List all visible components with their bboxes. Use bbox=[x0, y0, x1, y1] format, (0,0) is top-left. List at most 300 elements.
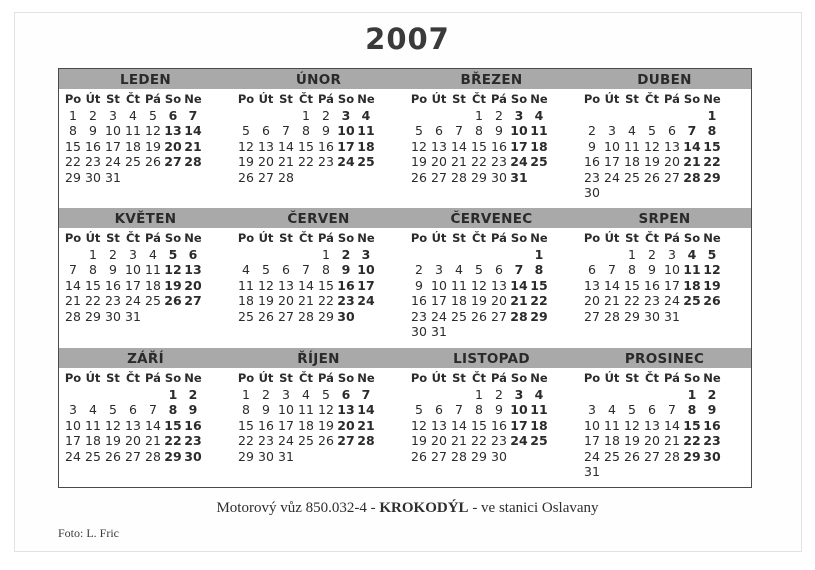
day-cell: 5 bbox=[415, 402, 423, 417]
weekday-header: Čt bbox=[645, 371, 659, 385]
day-cell: 12 bbox=[624, 417, 640, 433]
empty-cell bbox=[602, 387, 622, 403]
day-cell: 8 bbox=[534, 262, 544, 277]
month-days bbox=[236, 92, 405, 185]
day-cell: 7 bbox=[69, 262, 77, 277]
day-cell: 19 bbox=[644, 154, 660, 169]
weekday-header: St bbox=[106, 231, 120, 245]
day-cell: 28 bbox=[278, 169, 294, 185]
day-cell: 2 bbox=[707, 386, 717, 402]
day-cell: 26 bbox=[105, 448, 121, 464]
day-cell: 17 bbox=[105, 138, 121, 154]
day-cell: 24 bbox=[65, 448, 81, 464]
day-cell: 13 bbox=[184, 262, 202, 277]
day-cell: 5 bbox=[109, 402, 117, 417]
day-cell: 12 bbox=[411, 417, 427, 433]
day-cell: 8 bbox=[475, 402, 483, 417]
day-cell: 31 bbox=[510, 169, 528, 185]
day-cell: 15 bbox=[318, 277, 334, 293]
day-cell: 26 bbox=[644, 169, 660, 185]
day-cell: 3 bbox=[514, 386, 524, 402]
weekday-header: So bbox=[337, 371, 355, 385]
month-4 bbox=[578, 69, 751, 208]
day-cell: 11 bbox=[530, 402, 548, 417]
day-cell: 3 bbox=[109, 107, 117, 123]
empty-cell bbox=[276, 247, 296, 263]
day-cell: 14 bbox=[145, 417, 161, 433]
day-cell: 16 bbox=[491, 138, 507, 154]
weekday-header: So bbox=[337, 231, 355, 245]
day-cell: 29 bbox=[530, 308, 548, 324]
day-cell: 28 bbox=[184, 154, 202, 169]
weekday-header: Pá bbox=[664, 371, 680, 385]
day-cell: 30 bbox=[105, 308, 121, 324]
day-cell: 29 bbox=[65, 169, 81, 185]
day-cell: 20 bbox=[584, 293, 600, 308]
empty-cell bbox=[622, 387, 642, 403]
day-cell: 26 bbox=[238, 169, 254, 185]
day-cell: 29 bbox=[164, 448, 182, 464]
day-cell: 7 bbox=[361, 386, 371, 402]
day-cell: 13 bbox=[644, 417, 660, 433]
day-cell: 24 bbox=[664, 293, 680, 308]
day-cell: 6 bbox=[168, 107, 178, 123]
caption-prefix: Motorový vůz 850.032-4 - bbox=[216, 500, 380, 516]
day-cell: 28 bbox=[357, 433, 375, 448]
month-name: ŘÍJEN bbox=[232, 348, 405, 368]
day-cell: 4 bbox=[89, 402, 97, 417]
day-cell: 29 bbox=[318, 308, 334, 324]
day-cell: 31 bbox=[584, 464, 600, 479]
day-cell: 24 bbox=[125, 293, 141, 308]
empty-cell bbox=[143, 387, 163, 403]
day-cell: 23 bbox=[584, 169, 600, 185]
empty-cell bbox=[582, 387, 602, 403]
day-cell: 13 bbox=[431, 138, 447, 154]
day-cell: 16 bbox=[318, 138, 334, 154]
weekday-header: Pá bbox=[318, 371, 334, 385]
day-cell: 12 bbox=[318, 402, 334, 417]
day-cell: 26 bbox=[145, 154, 161, 169]
weekday-header: St bbox=[106, 371, 120, 385]
day-cell: 18 bbox=[530, 138, 548, 154]
day-cell: 5 bbox=[262, 262, 270, 277]
day-cell: 2 bbox=[648, 246, 656, 262]
empty-cell bbox=[409, 108, 429, 124]
day-cell: 28 bbox=[451, 169, 467, 185]
day-cell: 29 bbox=[471, 169, 487, 185]
day-cell: 9 bbox=[495, 123, 503, 138]
day-cell: 9 bbox=[495, 402, 503, 417]
day-cell: 6 bbox=[648, 402, 656, 417]
day-cell: 19 bbox=[318, 417, 334, 433]
empty-cell bbox=[429, 108, 449, 124]
day-cell: 12 bbox=[105, 417, 121, 433]
day-cell: 14 bbox=[65, 277, 81, 293]
day-cell: 17 bbox=[125, 277, 141, 293]
day-cell: 10 bbox=[105, 123, 121, 138]
day-cell: 29 bbox=[238, 448, 254, 464]
day-cell: 8 bbox=[322, 262, 330, 277]
day-cell: 6 bbox=[262, 123, 270, 138]
day-cell: 27 bbox=[258, 169, 274, 185]
weekday-header: Ne bbox=[530, 92, 548, 106]
day-cell: 22 bbox=[683, 433, 701, 448]
day-cell: 5 bbox=[149, 107, 157, 123]
day-cell: 6 bbox=[129, 402, 137, 417]
day-cell: 28 bbox=[145, 448, 161, 464]
day-cell: 19 bbox=[411, 154, 427, 169]
day-cell: 6 bbox=[588, 262, 596, 277]
day-cell: 1 bbox=[242, 386, 250, 402]
day-cell: 9 bbox=[707, 402, 717, 417]
day-cell: 24 bbox=[584, 448, 600, 464]
day-cell: 14 bbox=[510, 277, 528, 293]
day-cell: 10 bbox=[604, 138, 620, 154]
weekday-header: Út bbox=[431, 371, 447, 385]
day-cell: 27 bbox=[644, 448, 660, 464]
day-cell: 2 bbox=[588, 123, 596, 138]
day-cell: 17 bbox=[357, 277, 375, 293]
day-cell: 15 bbox=[65, 138, 81, 154]
day-cell: 7 bbox=[282, 123, 290, 138]
empty-cell bbox=[642, 108, 662, 124]
day-cell: 7 bbox=[149, 402, 157, 417]
day-cell: 2 bbox=[415, 262, 423, 277]
month-2 bbox=[232, 69, 405, 208]
day-cell: 23 bbox=[318, 154, 334, 169]
day-cell: 1 bbox=[69, 107, 77, 123]
month-name: ČERVENEC bbox=[405, 208, 578, 228]
day-cell: 6 bbox=[495, 262, 503, 277]
month-8 bbox=[578, 208, 751, 347]
day-cell: 15 bbox=[238, 417, 254, 433]
day-cell: 30 bbox=[491, 448, 507, 464]
day-cell: 13 bbox=[258, 138, 274, 154]
day-cell: 22 bbox=[471, 433, 487, 448]
weekday-header: St bbox=[106, 92, 120, 106]
day-cell: 11 bbox=[683, 262, 701, 277]
day-cell: 25 bbox=[145, 293, 161, 308]
day-cell: 5 bbox=[648, 123, 656, 138]
empty-cell bbox=[449, 387, 469, 403]
day-cell: 20 bbox=[644, 433, 660, 448]
day-cell: 4 bbox=[361, 107, 371, 123]
day-cell: 11 bbox=[624, 138, 640, 154]
day-cell: 4 bbox=[534, 107, 544, 123]
empty-cell bbox=[429, 387, 449, 403]
day-cell: 2 bbox=[322, 107, 330, 123]
day-cell: 30 bbox=[411, 324, 427, 339]
day-cell: 23 bbox=[491, 154, 507, 169]
day-cell: 4 bbox=[628, 123, 636, 138]
day-cell: 28 bbox=[604, 308, 620, 324]
day-cell: 13 bbox=[125, 417, 141, 433]
day-cell: 18 bbox=[530, 417, 548, 433]
day-cell: 19 bbox=[145, 138, 161, 154]
day-cell: 14 bbox=[357, 402, 375, 417]
day-cell: 20 bbox=[664, 154, 680, 169]
day-cell: 21 bbox=[451, 154, 467, 169]
empty-cell bbox=[469, 247, 489, 263]
day-cell: 25 bbox=[85, 448, 101, 464]
weekday-header: Út bbox=[604, 92, 620, 106]
day-cell: 13 bbox=[431, 417, 447, 433]
day-cell: 2 bbox=[188, 386, 198, 402]
weekday-header: Ne bbox=[703, 231, 721, 245]
empty-cell bbox=[236, 247, 256, 263]
day-cell: 26 bbox=[164, 293, 182, 308]
day-cell: 31 bbox=[125, 308, 141, 324]
day-cell: 30 bbox=[644, 308, 660, 324]
day-cell: 2 bbox=[341, 246, 351, 262]
weekday-header: Út bbox=[258, 371, 274, 385]
weekday-header: St bbox=[625, 92, 639, 106]
day-cell: 8 bbox=[687, 402, 697, 417]
weekday-header: So bbox=[337, 92, 355, 106]
day-cell: 9 bbox=[322, 123, 330, 138]
weekday-header: Út bbox=[431, 231, 447, 245]
day-cell: 6 bbox=[341, 386, 351, 402]
day-cell: 26 bbox=[624, 448, 640, 464]
weekday-header: Ne bbox=[703, 92, 721, 106]
caption-suffix: - ve stanici Oslavany bbox=[468, 500, 599, 516]
day-cell: 1 bbox=[302, 107, 310, 123]
day-cell: 18 bbox=[624, 154, 640, 169]
day-cell: 16 bbox=[85, 138, 101, 154]
day-cell: 17 bbox=[584, 433, 600, 448]
day-cell: 10 bbox=[664, 262, 680, 277]
day-cell: 10 bbox=[278, 402, 294, 417]
day-cell: 13 bbox=[584, 277, 600, 293]
day-cell: 15 bbox=[624, 277, 640, 293]
day-cell: 23 bbox=[644, 293, 660, 308]
day-cell: 16 bbox=[584, 154, 600, 169]
weekday-header: Čt bbox=[299, 231, 313, 245]
empty-cell bbox=[83, 387, 103, 403]
month-name: PROSINEC bbox=[578, 348, 751, 368]
day-cell: 29 bbox=[85, 308, 101, 324]
day-cell: 9 bbox=[188, 402, 198, 417]
day-cell: 18 bbox=[145, 277, 161, 293]
day-cell: 3 bbox=[514, 107, 524, 123]
day-cell: 2 bbox=[495, 107, 503, 123]
day-cell: 18 bbox=[683, 277, 701, 293]
day-cell: 4 bbox=[129, 107, 137, 123]
weekday-header: So bbox=[683, 92, 701, 106]
day-cell: 27 bbox=[491, 308, 507, 324]
day-cell: 19 bbox=[238, 154, 254, 169]
empty-cell bbox=[409, 387, 429, 403]
day-cell: 25 bbox=[683, 293, 701, 308]
day-cell: 9 bbox=[89, 123, 97, 138]
day-cell: 24 bbox=[510, 433, 528, 448]
weekday-header: Po bbox=[237, 92, 255, 106]
month-days bbox=[582, 371, 751, 480]
day-cell: 30 bbox=[258, 448, 274, 464]
month-days bbox=[409, 231, 578, 340]
weekday-header: So bbox=[510, 371, 528, 385]
day-cell: 1 bbox=[168, 386, 178, 402]
day-cell: 24 bbox=[105, 154, 121, 169]
day-cell: 22 bbox=[624, 293, 640, 308]
day-cell: 12 bbox=[145, 123, 161, 138]
day-cell: 4 bbox=[687, 246, 697, 262]
day-cell: 1 bbox=[534, 246, 544, 262]
day-cell: 27 bbox=[431, 448, 447, 464]
day-cell: 17 bbox=[431, 293, 447, 308]
weekday-header: Po bbox=[583, 231, 601, 245]
empty-cell bbox=[449, 108, 469, 124]
empty-cell bbox=[256, 108, 276, 124]
day-cell: 20 bbox=[125, 433, 141, 448]
day-cell: 22 bbox=[65, 154, 81, 169]
weekday-header: St bbox=[452, 92, 466, 106]
month-12 bbox=[578, 348, 751, 487]
day-cell: 11 bbox=[530, 123, 548, 138]
day-cell: 27 bbox=[337, 433, 355, 448]
day-cell: 14 bbox=[451, 138, 467, 154]
day-cell: 25 bbox=[624, 169, 640, 185]
day-cell: 15 bbox=[298, 138, 314, 154]
day-cell: 14 bbox=[451, 417, 467, 433]
day-cell: 29 bbox=[471, 448, 487, 464]
day-cell: 10 bbox=[510, 402, 528, 417]
day-cell: 12 bbox=[258, 277, 274, 293]
day-cell: 22 bbox=[471, 154, 487, 169]
month-name: SRPEN bbox=[578, 208, 751, 228]
day-cell: 19 bbox=[411, 433, 427, 448]
empty-cell bbox=[63, 387, 83, 403]
day-cell: 21 bbox=[664, 433, 680, 448]
day-cell: 27 bbox=[184, 293, 202, 308]
empty-cell bbox=[276, 108, 296, 124]
weekday-header: Pá bbox=[491, 371, 507, 385]
weekday-header: Po bbox=[237, 371, 255, 385]
day-cell: 25 bbox=[604, 448, 620, 464]
weekday-header: Pá bbox=[145, 231, 161, 245]
day-cell: 2 bbox=[495, 386, 503, 402]
day-cell: 4 bbox=[242, 262, 250, 277]
day-cell: 17 bbox=[604, 154, 620, 169]
day-cell: 14 bbox=[604, 277, 620, 293]
day-cell: 21 bbox=[510, 293, 528, 308]
weekday-header: Čt bbox=[645, 92, 659, 106]
day-cell: 5 bbox=[707, 246, 717, 262]
day-cell: 30 bbox=[584, 185, 600, 200]
day-cell: 26 bbox=[258, 308, 274, 324]
day-cell: 31 bbox=[105, 169, 121, 185]
day-cell: 19 bbox=[471, 293, 487, 308]
day-cell: 10 bbox=[431, 277, 447, 293]
day-cell: 10 bbox=[510, 123, 528, 138]
day-cell: 15 bbox=[85, 277, 101, 293]
day-cell: 9 bbox=[588, 138, 596, 154]
weekday-header: Čt bbox=[299, 371, 313, 385]
day-cell: 21 bbox=[145, 433, 161, 448]
day-cell: 5 bbox=[628, 402, 636, 417]
month-name: LISTOPAD bbox=[405, 348, 578, 368]
day-cell: 4 bbox=[149, 246, 157, 262]
day-cell: 31 bbox=[664, 308, 680, 324]
day-cell: 16 bbox=[105, 277, 121, 293]
day-cell: 23 bbox=[105, 293, 121, 308]
day-cell: 19 bbox=[703, 277, 721, 293]
empty-cell bbox=[509, 247, 529, 263]
day-cell: 8 bbox=[707, 123, 717, 138]
weekday-header: Út bbox=[85, 231, 101, 245]
month-name: ČERVEN bbox=[232, 208, 405, 228]
day-cell: 30 bbox=[337, 308, 355, 324]
weekday-header: Po bbox=[410, 92, 428, 106]
day-cell: 3 bbox=[69, 402, 77, 417]
day-cell: 10 bbox=[125, 262, 141, 277]
weekday-header: Pá bbox=[318, 231, 334, 245]
day-cell: 2 bbox=[109, 246, 117, 262]
day-cell: 26 bbox=[411, 448, 427, 464]
day-cell: 18 bbox=[357, 138, 375, 154]
weekday-header: Ne bbox=[357, 371, 375, 385]
day-cell: 20 bbox=[337, 417, 355, 433]
day-cell: 3 bbox=[608, 123, 616, 138]
day-cell: 18 bbox=[238, 293, 254, 308]
day-cell: 7 bbox=[302, 262, 310, 277]
day-cell: 28 bbox=[298, 308, 314, 324]
day-cell: 28 bbox=[451, 448, 467, 464]
day-cell: 21 bbox=[683, 154, 701, 169]
empty-cell bbox=[582, 247, 602, 263]
weekday-header: Čt bbox=[126, 92, 140, 106]
day-cell: 16 bbox=[644, 277, 660, 293]
weekday-header: St bbox=[452, 231, 466, 245]
day-cell: 11 bbox=[451, 277, 467, 293]
day-cell: 24 bbox=[510, 154, 528, 169]
calendar-year: 2007 bbox=[365, 22, 450, 56]
day-cell: 26 bbox=[703, 293, 721, 308]
day-cell: 25 bbox=[530, 154, 548, 169]
day-cell: 10 bbox=[65, 417, 81, 433]
day-cell: 31 bbox=[278, 448, 294, 464]
weekday-header: Út bbox=[431, 92, 447, 106]
month-6 bbox=[232, 208, 405, 347]
day-cell: 20 bbox=[431, 154, 447, 169]
empty-cell bbox=[602, 108, 622, 124]
day-cell: 22 bbox=[85, 293, 101, 308]
day-cell: 3 bbox=[435, 262, 443, 277]
month-days bbox=[236, 231, 405, 324]
calendar-grid bbox=[58, 68, 752, 488]
day-cell: 27 bbox=[584, 308, 600, 324]
day-cell: 25 bbox=[451, 308, 467, 324]
weekday-header: Čt bbox=[299, 92, 313, 106]
day-cell: 7 bbox=[668, 402, 676, 417]
day-cell: 21 bbox=[357, 417, 375, 433]
empty-cell bbox=[236, 108, 256, 124]
empty-cell bbox=[662, 108, 682, 124]
month-name: LEDEN bbox=[59, 69, 232, 89]
day-cell: 12 bbox=[164, 262, 182, 277]
day-cell: 21 bbox=[278, 154, 294, 169]
day-cell: 15 bbox=[164, 417, 182, 433]
empty-cell bbox=[662, 387, 682, 403]
day-cell: 16 bbox=[337, 277, 355, 293]
day-cell: 7 bbox=[514, 262, 524, 277]
weekday-header: Út bbox=[604, 371, 620, 385]
day-cell: 3 bbox=[588, 402, 596, 417]
day-cell: 17 bbox=[510, 417, 528, 433]
day-cell: 22 bbox=[703, 154, 721, 169]
month-1 bbox=[59, 69, 232, 208]
